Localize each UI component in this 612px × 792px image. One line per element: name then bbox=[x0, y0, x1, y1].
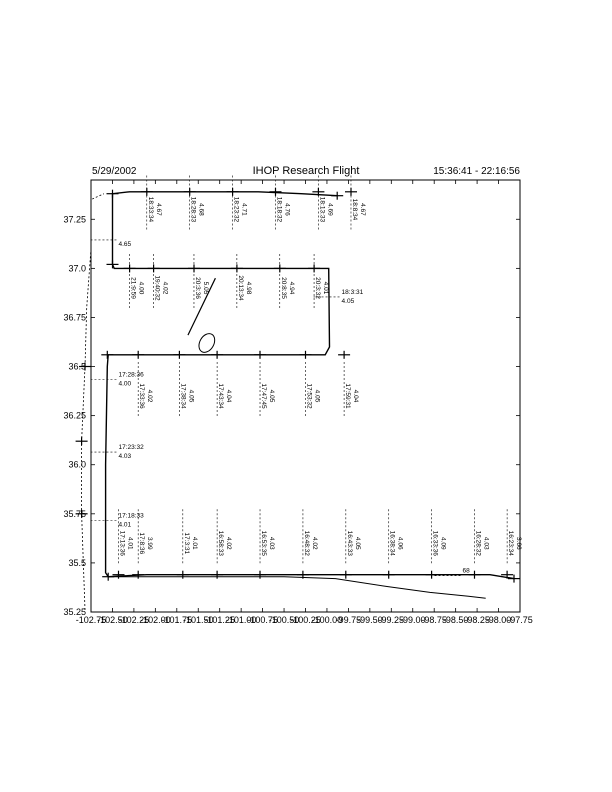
flight-time-range: 15:36:41 - 22:16:56 bbox=[433, 166, 520, 177]
waypoint-time-label: 17:53:32 bbox=[305, 383, 313, 409]
waypoint-altitude-label: 4.05 bbox=[268, 389, 276, 403]
waypoint-altitude-label: 4.67 bbox=[358, 203, 366, 216]
waypoint-time-label: 20:3:32 bbox=[314, 277, 322, 299]
x-tick-label: -97.75 bbox=[507, 615, 533, 625]
waypoint-time-label: 17:47:45 bbox=[260, 383, 268, 409]
waypoint-time-label: 16:28:32 bbox=[474, 530, 482, 556]
waypoint-time-label: 18:23:32 bbox=[232, 196, 240, 223]
waypoint-altitude-label: 4.01 bbox=[190, 536, 198, 550]
aircraft-marker bbox=[338, 351, 350, 359]
aircraft-marker bbox=[101, 351, 113, 359]
aircraft-marker bbox=[227, 188, 239, 196]
waypoint-time-label: 18:28:33 bbox=[189, 196, 197, 223]
aircraft-marker bbox=[300, 351, 312, 359]
aircraft-marker bbox=[184, 188, 196, 196]
aircraft-marker bbox=[132, 571, 144, 579]
waypoint-altitude-label: 4.00 bbox=[118, 380, 132, 388]
x-tick-label: -100.75 bbox=[247, 615, 278, 625]
y-tick-label: 37.0 bbox=[68, 263, 86, 274]
waypoint-altitude-label: 4.09 bbox=[439, 536, 447, 550]
aircraft-marker bbox=[211, 571, 223, 579]
x-tick-label: -99.00 bbox=[399, 615, 426, 625]
x-tick-label: -101.50 bbox=[182, 615, 214, 625]
aircraft-marker bbox=[254, 351, 266, 359]
y-tick-label: 35.25 bbox=[63, 607, 86, 617]
waypoint-time-label: 18:18:32 bbox=[275, 196, 283, 223]
waypoint-time-label: 17:43:34 bbox=[217, 383, 225, 409]
waypoint-altitude-label: 4.05 bbox=[313, 389, 321, 403]
aircraft-marker bbox=[345, 188, 357, 196]
aircraft-marker bbox=[331, 192, 343, 200]
waypoint-time-label: 18:13:33 bbox=[318, 196, 326, 223]
waypoint-altitude-label: 4.03 bbox=[482, 536, 490, 550]
waypoint-time-label: 17:28:36 bbox=[118, 371, 144, 379]
x-tick-label: -102.00 bbox=[140, 615, 171, 625]
waypoint-altitude-label: 4.06 bbox=[396, 536, 404, 550]
x-tick-label: -100.00 bbox=[311, 615, 343, 625]
waypoint-altitude-label: 4.68 bbox=[197, 203, 205, 216]
aircraft-marker bbox=[426, 571, 438, 579]
aircraft-marker bbox=[231, 264, 243, 272]
chart-title: IHOP Research Flight bbox=[252, 165, 360, 177]
waypoint-time-label: 17:38:34 bbox=[179, 383, 187, 409]
aircraft-marker bbox=[274, 264, 286, 272]
waypoint-altitude-label: 4.04 bbox=[352, 389, 360, 403]
waypoint-time-label: 18:3:31 bbox=[341, 288, 364, 296]
waypoint-time-label: 17:8:36 bbox=[138, 532, 146, 555]
holding-loop bbox=[196, 331, 218, 355]
waypoint-time-label: 16:43:33 bbox=[345, 530, 353, 556]
waypoint-time-label: 20:8:35 bbox=[279, 277, 287, 299]
waypoint-time-label: 19:40:32 bbox=[153, 275, 161, 301]
waypoint-altitude-label: 4.98 bbox=[244, 281, 252, 295]
aircraft-marker bbox=[177, 571, 189, 579]
waypoint-time-label: 21:9:59 bbox=[129, 277, 137, 299]
aircraft-marker bbox=[188, 264, 200, 272]
waypoint-time-label: 16:53:35 bbox=[260, 530, 268, 556]
waypoint-altitude-label: 3.66 bbox=[515, 536, 523, 550]
waypoint-altitude-label: 4.05 bbox=[341, 297, 355, 305]
x-tick-label: -101.75 bbox=[161, 615, 193, 625]
waypoint-time-label: 16:33:36 bbox=[431, 530, 439, 556]
waypoint-altitude-label: 4.05 bbox=[187, 389, 195, 403]
y-tick-label: 36.5 bbox=[68, 361, 86, 372]
waypoint-altitude-label: 4.94 bbox=[287, 281, 295, 295]
waypoint-altitude-label: 3.99 bbox=[146, 536, 154, 550]
x-tick-label: -101.25 bbox=[204, 615, 235, 625]
x-tick-label: -99.50 bbox=[357, 615, 383, 625]
return-track-line bbox=[108, 577, 486, 599]
waypoint-time-label: 16:38:34 bbox=[388, 530, 396, 556]
waypoint-altitude-label: 4.01 bbox=[118, 521, 132, 529]
aircraft-marker bbox=[173, 351, 185, 359]
waypoint-altitude-label: 4.03 bbox=[118, 453, 132, 461]
waypoint-altitude-label: 4.02 bbox=[310, 536, 318, 550]
x-tick-label: -98.00 bbox=[485, 615, 512, 625]
aircraft-marker bbox=[211, 351, 223, 359]
aircraft-marker bbox=[76, 437, 88, 445]
waypoint-time-label: 20:3:36 bbox=[193, 277, 201, 299]
waypoint-altitude-label: 4.01 bbox=[322, 281, 330, 295]
waypoint-time-label: 16:23:34 bbox=[507, 530, 515, 556]
waypoint-altitude-label: 4.03 bbox=[268, 536, 276, 550]
waypoint-altitude-label: 4.00 bbox=[137, 281, 145, 295]
waypoint-altitude-label: 4.69 bbox=[326, 203, 334, 216]
aircraft-marker bbox=[148, 264, 160, 272]
waypoint-time-label: 16:48:32 bbox=[302, 530, 310, 556]
y-tick-label: 35.75 bbox=[63, 508, 86, 519]
waypoint-altitude-label: 4.01 bbox=[126, 536, 134, 550]
x-tick-label: -98.50 bbox=[442, 615, 469, 625]
waypoint-altitude-label: 4.65 bbox=[118, 240, 132, 248]
aircraft-marker bbox=[308, 264, 320, 272]
waypoint-altitude-label: 4.04 bbox=[225, 389, 233, 403]
aircraft-marker bbox=[508, 575, 520, 583]
waypoint-altitude-label: 4.02 bbox=[146, 389, 154, 403]
chart-marks bbox=[63, 175, 532, 625]
x-tick-label: -100.50 bbox=[268, 615, 300, 625]
waypoint-time-label: 17:59:31 bbox=[344, 383, 352, 409]
aircraft-marker bbox=[107, 260, 119, 268]
flight-date: 5/29/2002 bbox=[92, 166, 137, 177]
aircraft-marker bbox=[383, 571, 395, 579]
aircraft-marker bbox=[113, 571, 125, 579]
y-tick-label: 37.25 bbox=[63, 214, 86, 225]
x-tick-label: -102.75 bbox=[75, 615, 107, 625]
waypoint-time-label: 18:33:34 bbox=[146, 196, 154, 223]
waypoint-time-label: 68 bbox=[462, 567, 470, 575]
waypoint-altitude-label: 5.05 bbox=[201, 281, 209, 295]
waypoint-time-label: 20:13:34 bbox=[236, 275, 244, 301]
x-tick-label: -102.50 bbox=[97, 615, 128, 625]
waypoint-time-label: 17:18:33 bbox=[118, 512, 144, 520]
waypoint-altitude-label: 4.67 bbox=[154, 203, 162, 216]
waypoint-time-label: 18:8:34 bbox=[350, 198, 358, 221]
aircraft-marker bbox=[107, 190, 119, 198]
aircraft-marker bbox=[340, 571, 352, 579]
aircraft-marker bbox=[254, 571, 266, 579]
x-tick-label: -98.25 bbox=[464, 615, 490, 625]
aircraft-marker bbox=[141, 188, 153, 196]
waypoint-time-label: 17:33:36 bbox=[138, 383, 146, 409]
y-tick-label: 36.0 bbox=[68, 459, 86, 470]
y-tick-label: 36.25 bbox=[63, 410, 86, 421]
waypoint-altitude-label: 4.71 bbox=[240, 203, 248, 216]
aircraft-marker bbox=[124, 264, 136, 272]
ferry-track-line bbox=[82, 194, 104, 610]
x-tick-label: -98.75 bbox=[421, 615, 447, 625]
x-tick-label: -101.00 bbox=[225, 615, 257, 625]
y-tick-label: 35.5 bbox=[68, 557, 86, 568]
waypoint-altitude-label: 4.02 bbox=[225, 536, 233, 550]
aircraft-marker bbox=[132, 351, 144, 359]
aircraft-marker bbox=[270, 188, 282, 196]
waypoint-altitude-label: 4.76 bbox=[283, 203, 291, 216]
aircraft-marker bbox=[469, 571, 481, 579]
x-tick-label: -99.75 bbox=[335, 615, 362, 625]
waypoint-time-label: 17:23:32 bbox=[118, 444, 144, 452]
waypoint-altitude-label: 4.02 bbox=[161, 281, 169, 295]
x-tick-label: -102.25 bbox=[118, 615, 150, 625]
waypoint-time-label: 17:13:36 bbox=[118, 530, 126, 556]
waypoint-time-label: 16:58:33 bbox=[217, 530, 225, 556]
waypoint-altitude-label: 4.05 bbox=[353, 536, 361, 550]
aircraft-marker bbox=[102, 573, 114, 581]
y-tick-label: 36.75 bbox=[63, 312, 86, 323]
waypoint-time-label: 17:3:31 bbox=[182, 532, 190, 555]
x-tick-label: -99.25 bbox=[378, 615, 405, 625]
x-tick-label: -100.25 bbox=[290, 615, 321, 625]
